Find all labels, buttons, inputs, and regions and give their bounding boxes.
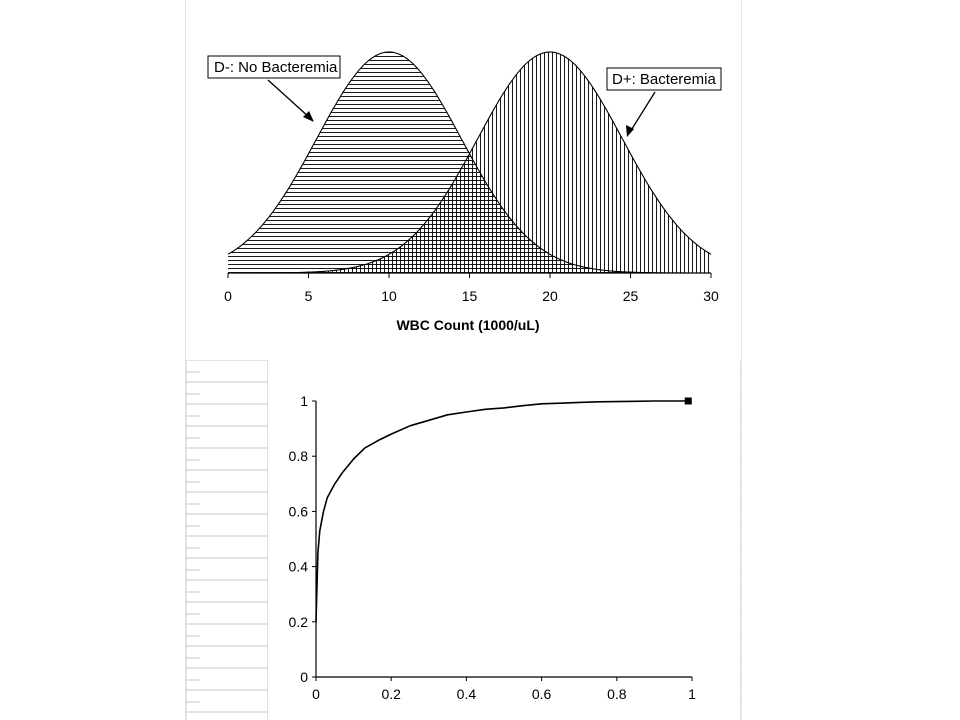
chart1-x-tick: 25 [622,288,639,304]
chart1-x-tick: 10 [381,288,397,304]
chart1-x-tick: 0 [224,288,232,304]
chart1-x-tick: 15 [461,288,478,304]
chart2-x-tick: 0.6 [531,686,552,702]
chart2-y-tick: 0.2 [288,613,308,630]
roc-chart [268,360,740,720]
chart2-y-tick: 0.6 [288,503,308,520]
chart2-x-tick: 1 [688,686,696,702]
chart2-x-tick: 0.8 [607,686,627,702]
chart2-y-tick: 1 [300,393,308,409]
annotation-d-plus-label: D+: Bacteremia [612,71,716,88]
annotation-d-minus-label: D-: No Bacteremia [214,59,338,76]
chart2-x-tick: 0.4 [456,686,477,702]
chart2-y-tick: 0.8 [288,448,308,465]
chart1-x-tick: 30 [703,288,719,304]
chart2-x-tick: 0 [312,686,320,702]
wbc-distribution-chart [186,0,741,360]
chart1-x-tick: 5 [304,288,313,304]
chart2-y-tick: 0 [300,669,308,685]
roc-end-marker [685,398,692,405]
chart2-chart-area [268,360,740,720]
chart2-y-tick: 0.4 [288,558,308,575]
chart1-x-tick: 20 [542,288,558,304]
chart2-x-tick: 0.2 [381,686,401,702]
chart1-x-axis-title: WBC Count (1000/uL) [396,317,540,333]
